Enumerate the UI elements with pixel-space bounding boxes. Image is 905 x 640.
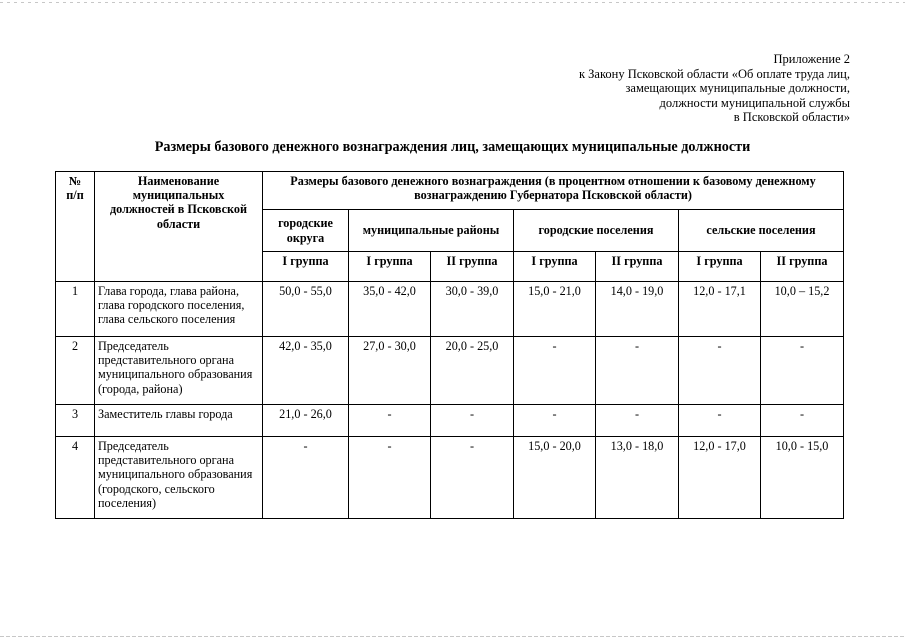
header-group-urban-districts: городские округа [263, 210, 349, 252]
header-subgroup: I группа [263, 252, 349, 282]
row-number: 2 [56, 337, 95, 405]
header-position-text: Наименование муниципальных должностей в Псковской области [109, 174, 248, 231]
header-subgroup: II группа [761, 252, 844, 282]
row-position-name: Глава города, глава района, глава городского поселения, глава сельского поселения [95, 282, 263, 337]
row-value: 12,0 - 17,1 [679, 282, 761, 337]
row-value: 30,0 - 39,0 [431, 282, 514, 337]
document-title: Размеры базового денежного вознаграждения лиц, замещающих муниципальные должности [154, 139, 751, 155]
row-value: - [514, 337, 596, 405]
row-value: 10,0 – 15,2 [761, 282, 844, 337]
header-group-urban-settlements: городские поселения [514, 210, 679, 252]
row-value: - [679, 405, 761, 437]
row-value: - [349, 405, 431, 437]
row-position-name: Заместитель главы города [95, 405, 263, 437]
row-value: 42,0 - 35,0 [263, 337, 349, 405]
header-subgroup: I группа [349, 252, 431, 282]
row-number: 1 [56, 282, 95, 337]
appendix-line: к Закону Псковской области «Об оплате труда лиц, [578, 66, 850, 81]
table-row [56, 337, 844, 405]
row-value: 27,0 - 30,0 [349, 337, 431, 405]
row-value: 15,0 - 21,0 [514, 282, 596, 337]
remuneration-table [55, 171, 844, 519]
header-row [56, 172, 844, 210]
header-subgroup: II группа [431, 252, 514, 282]
table-row [56, 437, 844, 519]
row-value: 10,0 - 15,0 [761, 437, 844, 519]
row-value: - [761, 405, 844, 437]
header-position [95, 172, 263, 282]
header-group-rural-settlements: сельские поселения [679, 210, 844, 252]
appendix-line: замещающих муниципальные должности, [625, 81, 850, 96]
header-group-municipal-districts: муниципальные районы [349, 210, 514, 252]
row-value: 15,0 - 20,0 [514, 437, 596, 519]
row-position-name: Председатель представительного органа муниципального образования (городского, сельского поселения) [95, 437, 263, 519]
scan-edge-top [0, 2, 905, 3]
appendix-note [430, 52, 850, 125]
row-value: 12,0 - 17,0 [679, 437, 761, 519]
row-value: - [596, 405, 679, 437]
row-value: - [431, 437, 514, 519]
appendix-line: в Псковской области» [733, 110, 850, 125]
header-sizes: Размеры базового денежного вознаграждения (в процентном отношении к базовому денежному вознаграждению Губернатора Псковской области) [263, 172, 844, 210]
row-value: - [514, 405, 596, 437]
appendix-line: Приложение 2 [773, 52, 850, 66]
table-row [56, 282, 844, 337]
header-num [56, 172, 95, 282]
appendix-line: должности муниципальной службы [659, 95, 850, 110]
scan-edge-bottom [0, 636, 905, 637]
row-position-name: Председатель представительного органа муниципального образования (города, района) [95, 337, 263, 405]
row-value: 20,0 - 25,0 [431, 337, 514, 405]
row-value: - [761, 337, 844, 405]
row-value: - [679, 337, 761, 405]
row-value: 50,0 - 55,0 [263, 282, 349, 337]
row-number: 4 [56, 437, 95, 519]
row-value: 13,0 - 18,0 [596, 437, 679, 519]
row-value: - [596, 337, 679, 405]
header-subgroup: II группа [596, 252, 679, 282]
row-value: 35,0 - 42,0 [349, 282, 431, 337]
row-value: - [431, 405, 514, 437]
header-subgroup: I группа [679, 252, 761, 282]
table-row [56, 405, 844, 437]
row-number: 3 [56, 405, 95, 437]
row-value: 14,0 - 19,0 [596, 282, 679, 337]
header-subgroup: I группа [514, 252, 596, 282]
row-value: - [349, 437, 431, 519]
row-value: - [263, 437, 349, 519]
row-value: 21,0 - 26,0 [263, 405, 349, 437]
header-num-text: № п/п [66, 174, 84, 203]
